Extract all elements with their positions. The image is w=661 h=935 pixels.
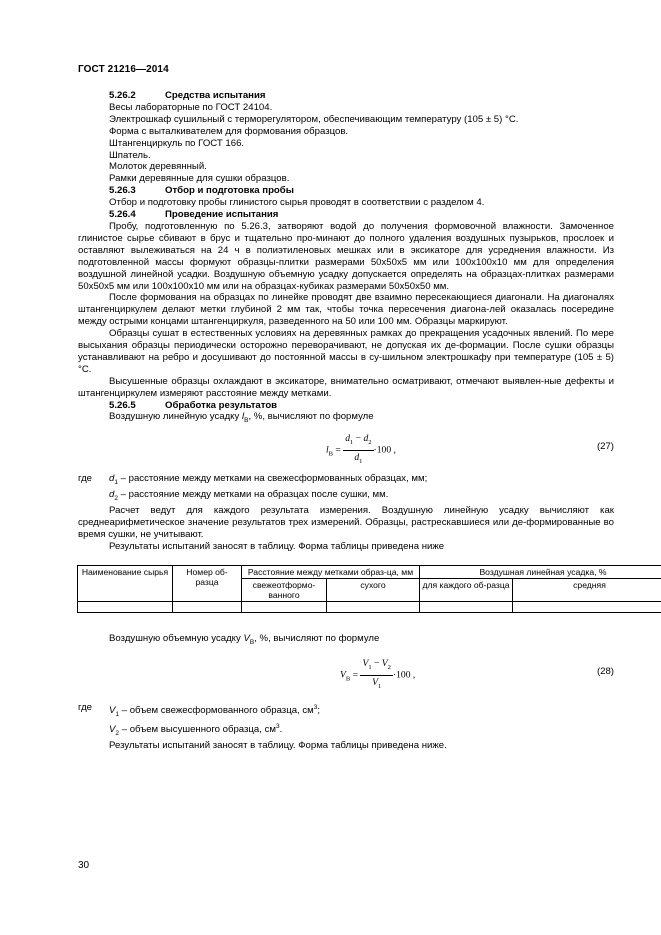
formula-superscript: 3 [276, 723, 280, 731]
where-text: – расстояние между метками на образцах после сушки, мм. [117, 489, 389, 501]
formula-subscript: В [249, 638, 255, 646]
table-cell [242, 601, 327, 612]
formula-numerator [360, 658, 392, 676]
formula-variable: d [109, 473, 115, 485]
formula-subscript: В [345, 675, 351, 683]
formula-subscript: 1 [368, 664, 372, 672]
section-title: Средства испытания [165, 90, 266, 101]
paragraph: Результаты испытаний заносят в таблицу. Форма таблицы приведена ниже [109, 540, 445, 552]
formula-variable: d [109, 489, 115, 501]
formula-where-line [78, 721, 614, 740]
formula-variable: V [243, 632, 250, 644]
formula-number: (27) [596, 441, 614, 453]
formula-subscript: 2 [387, 664, 391, 672]
formula-variable: l [326, 444, 329, 456]
table-header-cell: для каждого об-разца [420, 578, 513, 601]
section-title: Отбор и подготовка пробы [165, 185, 294, 197]
section-number: 5.26.5 [109, 399, 136, 411]
formula-variable: l [241, 411, 245, 423]
formula-where-line [78, 702, 614, 721]
equipment-item: Рамки деревянные для сушки образцов. [109, 173, 290, 185]
table-header-cell: Номер об-разца [173, 565, 242, 601]
minus-sign: − [371, 658, 382, 670]
formula-subscript: 1 [350, 439, 354, 447]
equipment-item: Молоток деревянный. [109, 161, 207, 173]
formula-intro-text: Воздушную линейную усадку [109, 411, 242, 423]
document-body [78, 90, 614, 752]
section-number: 5.26.3 [109, 185, 136, 197]
formula-denominator [360, 676, 392, 693]
formula-subscript: 2 [368, 439, 372, 447]
paragraph: После формования на образцах по линейке проводят две взаимно пересекающиеся диагонали. На диагоналях штангенциркулем делают метки глубиной 2 мм так, чтобы точка пересечения диагона-лей оказалась посередине между острыми концами штангенциркуля, разведенного на 50 или 100 мм. Образцы маркируют. [78, 292, 614, 328]
table-cell [327, 601, 420, 612]
formula-subscript: 1 [359, 458, 363, 465]
formula-subscript: В [244, 417, 249, 425]
formula-intro-text: Воздушную объемную усадку [109, 632, 244, 644]
where-label: где [78, 473, 93, 485]
paragraph: Расчет ведут для каждого результата измерения. Воздушную линейную усадку вычисляют как среднеарифметическое значение результатов трех измерений. Образцы, растрескавшиеся или де-формированные во время сушки, не учитывают. [78, 504, 614, 540]
section-heading-5-26-3 [78, 185, 614, 197]
formula-tail: ·100 , [392, 669, 416, 681]
results-table [77, 565, 661, 613]
table-header-cell: Воздушная линейная усадка, % [420, 565, 661, 578]
equals-sign: = [352, 669, 361, 681]
paragraph: Отбор и подготовку пробы глинистого сырья проводят в соответствии с разделом 4. [109, 197, 485, 209]
formula-expression [340, 658, 415, 693]
formula-variable: V [109, 724, 116, 736]
table-header-cell: Наименование сырья [78, 565, 173, 601]
where-text: – объем высушенного образца, см [119, 724, 276, 736]
section-number: 5.26.4 [109, 209, 136, 221]
page-number: 30 [78, 860, 90, 871]
formula-subscript: 1 [114, 479, 118, 487]
results-table-wrapper [77, 565, 614, 613]
where-text-end: ; [317, 705, 321, 717]
formula-intro [78, 633, 614, 649]
formula-intro-text: , %, вычисляют по формуле [254, 632, 380, 644]
formula-expression [326, 433, 396, 468]
table-header-cell: средняя [513, 578, 661, 601]
where-text: – расстояние между метками на свежесформованных образцах, мм; [117, 473, 428, 485]
formula-fraction [343, 433, 373, 468]
formula-subscript: В [328, 450, 334, 458]
equipment-item: Форма с выталкивателем для формования образцов. [109, 125, 349, 137]
document-header: ГОСТ 21216—2014 [78, 64, 169, 75]
section-heading-5-26-5 [78, 400, 614, 412]
section-number: 5.26.2 [109, 90, 136, 101]
formula-tail: ·100 , [373, 444, 396, 456]
table-header-cell: Расстояние между метками образ-ца, мм [242, 565, 420, 578]
equipment-item: Шпатель. [109, 149, 151, 161]
table-cell [173, 601, 242, 612]
formula-27 [78, 433, 614, 469]
where-text: – объем свежесформованного образца, см [119, 705, 314, 717]
paragraph: Образцы сушат в естественных условиях на деревянных рамках до прекращения усадочных явлений. По мере высыхания образцы периодически осторожно переворачивают, не допуская их де-формации. После сушки образцы устанавливают на ребро и досушивают до постоянной массы в су-шильном электрошкафу при температуре (105 ± 5) °С. [78, 328, 614, 375]
formula-intro-text: , %, вычисляют по формуле [248, 411, 374, 423]
table-cell [420, 601, 513, 612]
equipment-item: Электрошкаф сушильный с терморегулятором, обеспечивающим температуру (105 ± 5) °С. [109, 113, 519, 125]
paragraph: Пробу, подготовленную по 5.26.3, затворяют водой до получения формовочной влажности. Замоченное глинистое сырье сбивают в брус и тщательно про-минают до полного удаления воздушных пузырьков, прослоек и оставляют вылеживаться на 24 ч в полиэтиленовых мешках или в эксикаторе для усреднения влажности. Из подготовленной массы формуют образцы-плитки размерами 50х50х5 мм или 100х100х10 мм для определения воздушной линейной усадки. Воздушную объемную усадку допускается определять на образцах-плитках размерами 50х50х5 мм или 100х100х10 мм или на образцах-кубиках размерами 50х50х50 мм. [78, 220, 614, 292]
section-title: Проведение испытания [165, 209, 279, 221]
formula-denominator [343, 451, 373, 468]
formula-28 [78, 658, 614, 694]
where-label: где [78, 702, 93, 714]
formula-variable: d [354, 452, 360, 464]
section-heading-5-26-4 [78, 209, 614, 221]
section-title: Обработка результатов [165, 399, 278, 411]
formula-superscript: 3 [313, 704, 318, 712]
where-text-end: . [279, 724, 283, 736]
formula-subscript: 2 [114, 495, 118, 502]
paragraph: Высушенные образцы охлаждают в эксикаторе, внимательно осматривают, отмечают выявлен-ные дефекты и штангенциркулем измеряют расстояние между метками. [78, 375, 614, 399]
formula-variable: V [109, 705, 116, 717]
formula-variable: V [340, 669, 346, 681]
minus-sign: − [353, 433, 364, 445]
formula-variable: V [381, 658, 388, 670]
formula-subscript: 2 [115, 730, 120, 738]
table-cell [513, 601, 661, 612]
equipment-item: Весы лабораторные по ГОСТ 24104. [109, 101, 273, 113]
paragraph: Результаты испытаний заносят в таблицу. Форма таблицы приведена ниже. [109, 740, 447, 752]
equipment-item: Штангенциркуль по ГОСТ 166. [109, 137, 245, 149]
formula-where-line [78, 489, 614, 505]
formula-fraction [360, 658, 392, 693]
equals-sign: = [335, 444, 344, 456]
formula-variable: V [362, 658, 369, 670]
section-heading-5-26-2 [78, 90, 614, 102]
table-cell [78, 601, 173, 612]
table-header-cell: свежеотформо-ванного [242, 578, 327, 601]
table-header-cell: сухого [327, 578, 420, 601]
table-header-row [78, 565, 661, 578]
formula-intro [78, 411, 614, 427]
formula-variable: V [372, 677, 378, 689]
formula-subscript: 1 [115, 711, 120, 719]
formula-subscript: 1 [377, 683, 382, 691]
formula-numerator [343, 433, 373, 451]
table-row [78, 601, 661, 612]
formula-where-line [78, 473, 614, 489]
formula-variable: d [345, 433, 351, 445]
formula-variable: d [363, 433, 369, 445]
formula-number: (28) [596, 666, 614, 678]
